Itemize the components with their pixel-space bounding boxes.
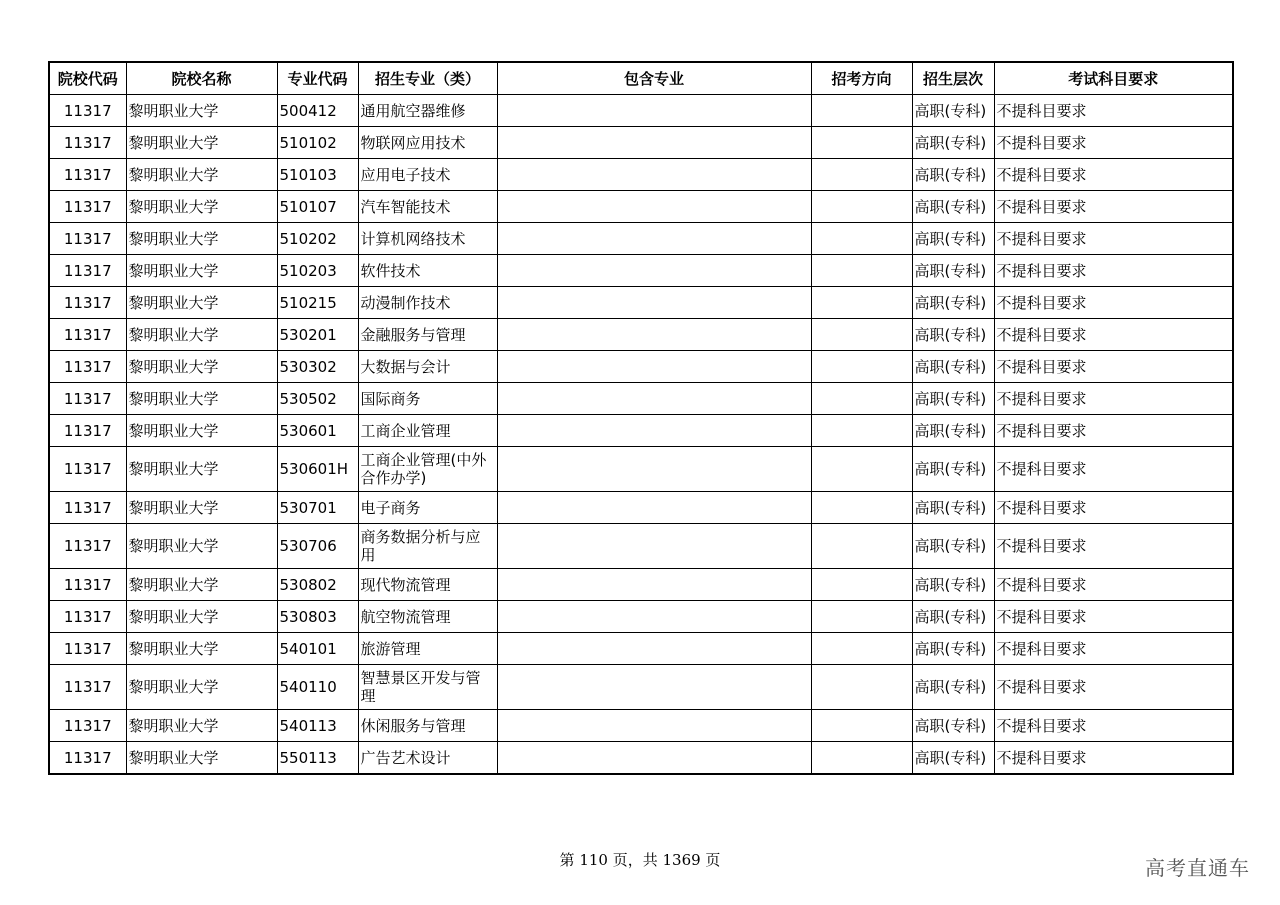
cell-major-code: 530601H: [277, 447, 358, 492]
cell-school-name: 黎明职业大学: [126, 710, 277, 742]
cell-included-majors: [497, 665, 811, 710]
cell-major: 广告艺术设计: [358, 742, 497, 775]
cell-level: 高职(专科): [912, 524, 994, 569]
cell-level: 高职(专科): [912, 191, 994, 223]
cell-requirement: 不提科目要求: [994, 415, 1233, 447]
cell-major: 汽车智能技术: [358, 191, 497, 223]
cell-requirement: 不提科目要求: [994, 383, 1233, 415]
cell-requirement: 不提科目要求: [994, 492, 1233, 524]
header-row: [49, 62, 1233, 95]
cell-level: 高职(专科): [912, 255, 994, 287]
cell-school-code: 11317: [49, 569, 126, 601]
cell-requirement: 不提科目要求: [994, 633, 1233, 665]
cell-school-code: 11317: [49, 383, 126, 415]
table-row: [49, 383, 1233, 415]
cell-included-majors: [497, 127, 811, 159]
cell-requirement: 不提科目要求: [994, 127, 1233, 159]
cell-school-name: 黎明职业大学: [126, 319, 277, 351]
cell-requirement: 不提科目要求: [994, 742, 1233, 775]
cell-school-name: 黎明职业大学: [126, 223, 277, 255]
cell-school-name: 黎明职业大学: [126, 569, 277, 601]
cell-included-majors: [497, 351, 811, 383]
cell-direction: [811, 319, 912, 351]
table-body: [49, 95, 1233, 775]
cell-major-code: 530601: [277, 415, 358, 447]
table-row: [49, 569, 1233, 601]
cell-level: 高职(专科): [912, 319, 994, 351]
cell-major: 大数据与会计: [358, 351, 497, 383]
cell-major: 通用航空器维修: [358, 95, 497, 127]
cell-school-name: 黎明职业大学: [126, 351, 277, 383]
table-row: [49, 319, 1233, 351]
page-number: 第 110 页，共 1369 页: [559, 851, 721, 869]
header-school-name: 院校名称: [126, 62, 277, 95]
cell-major-code: 530502: [277, 383, 358, 415]
cell-level: 高职(专科): [912, 710, 994, 742]
cell-direction: [811, 415, 912, 447]
cell-major: 动漫制作技术: [358, 287, 497, 319]
cell-included-majors: [497, 223, 811, 255]
cell-major: 应用电子技术: [358, 159, 497, 191]
cell-included-majors: [497, 287, 811, 319]
cell-direction: [811, 159, 912, 191]
cell-school-name: 黎明职业大学: [126, 742, 277, 775]
table-row: [49, 191, 1233, 223]
cell-school-name: 黎明职业大学: [126, 127, 277, 159]
cell-major-code: 530706: [277, 524, 358, 569]
cell-major: 软件技术: [358, 255, 497, 287]
cell-major-code: 540113: [277, 710, 358, 742]
cell-school-code: 11317: [49, 742, 126, 775]
cell-included-majors: [497, 319, 811, 351]
cell-school-code: 11317: [49, 319, 126, 351]
cell-school-code: 11317: [49, 223, 126, 255]
cell-level: 高职(专科): [912, 569, 994, 601]
cell-school-name: 黎明职业大学: [126, 665, 277, 710]
cell-included-majors: [497, 524, 811, 569]
table-row: [49, 287, 1233, 319]
cell-requirement: 不提科目要求: [994, 710, 1233, 742]
table-row: [49, 447, 1233, 492]
cell-included-majors: [497, 569, 811, 601]
cell-school-name: 黎明职业大学: [126, 95, 277, 127]
cell-school-code: 11317: [49, 191, 126, 223]
header-level: 招生层次: [912, 62, 994, 95]
cell-school-code: 11317: [49, 492, 126, 524]
table-row: [49, 159, 1233, 191]
cell-direction: [811, 665, 912, 710]
cell-major-code: 530802: [277, 569, 358, 601]
header-school-code: 院校代码: [49, 62, 126, 95]
cell-major-code: 510202: [277, 223, 358, 255]
cell-direction: [811, 633, 912, 665]
cell-major: 物联网应用技术: [358, 127, 497, 159]
cell-major: 商务数据分析与应用: [358, 524, 497, 569]
cell-direction: [811, 742, 912, 775]
cell-direction: [811, 351, 912, 383]
cell-school-code: 11317: [49, 159, 126, 191]
cell-school-name: 黎明职业大学: [126, 191, 277, 223]
cell-direction: [811, 569, 912, 601]
cell-school-code: 11317: [49, 255, 126, 287]
cell-level: 高职(专科): [912, 447, 994, 492]
cell-school-name: 黎明职业大学: [126, 415, 277, 447]
cell-direction: [811, 710, 912, 742]
cell-school-code: 11317: [49, 95, 126, 127]
cell-major-code: 530803: [277, 601, 358, 633]
cell-direction: [811, 447, 912, 492]
table-row: [49, 710, 1233, 742]
cell-level: 高职(专科): [912, 383, 994, 415]
cell-major: 现代物流管理: [358, 569, 497, 601]
cell-direction: [811, 191, 912, 223]
cell-school-name: 黎明职业大学: [126, 159, 277, 191]
cell-school-name: 黎明职业大学: [126, 492, 277, 524]
cell-school-code: 11317: [49, 351, 126, 383]
cell-requirement: 不提科目要求: [994, 319, 1233, 351]
table-row: [49, 633, 1233, 665]
table-row: [49, 665, 1233, 710]
table-row: [49, 351, 1233, 383]
cell-included-majors: [497, 191, 811, 223]
cell-school-code: 11317: [49, 127, 126, 159]
cell-included-majors: [497, 601, 811, 633]
cell-level: 高职(专科): [912, 223, 994, 255]
cell-school-name: 黎明职业大学: [126, 601, 277, 633]
cell-major: 智慧景区开发与管理: [358, 665, 497, 710]
cell-school-code: 11317: [49, 524, 126, 569]
cell-included-majors: [497, 742, 811, 775]
cell-requirement: 不提科目要求: [994, 665, 1233, 710]
cell-direction: [811, 524, 912, 569]
cell-school-code: 11317: [49, 710, 126, 742]
cell-major-code: 510103: [277, 159, 358, 191]
cell-school-code: 11317: [49, 287, 126, 319]
header-requirement: 考试科目要求: [994, 62, 1233, 95]
cell-major: 计算机网络技术: [358, 223, 497, 255]
cell-level: 高职(专科): [912, 351, 994, 383]
cell-requirement: 不提科目要求: [994, 447, 1233, 492]
cell-major-code: 510102: [277, 127, 358, 159]
cell-school-name: 黎明职业大学: [126, 383, 277, 415]
cell-major-code: 530201: [277, 319, 358, 351]
cell-major-code: 550113: [277, 742, 358, 775]
cell-requirement: 不提科目要求: [994, 255, 1233, 287]
header-major-code: 专业代码: [277, 62, 358, 95]
cell-school-name: 黎明职业大学: [126, 287, 277, 319]
cell-major-code: 510203: [277, 255, 358, 287]
cell-major: 旅游管理: [358, 633, 497, 665]
table-row: [49, 415, 1233, 447]
cell-direction: [811, 95, 912, 127]
table-row: [49, 524, 1233, 569]
cell-included-majors: [497, 95, 811, 127]
cell-level: 高职(专科): [912, 742, 994, 775]
cell-included-majors: [497, 710, 811, 742]
cell-level: 高职(专科): [912, 127, 994, 159]
cell-direction: [811, 287, 912, 319]
cell-major-code: 540101: [277, 633, 358, 665]
cell-major: 电子商务: [358, 492, 497, 524]
cell-major: 休闲服务与管理: [358, 710, 497, 742]
cell-level: 高职(专科): [912, 95, 994, 127]
cell-major-code: 530701: [277, 492, 358, 524]
cell-direction: [811, 601, 912, 633]
cell-major: 金融服务与管理: [358, 319, 497, 351]
cell-requirement: 不提科目要求: [994, 191, 1233, 223]
cell-direction: [811, 127, 912, 159]
cell-major: 工商企业管理: [358, 415, 497, 447]
cell-direction: [811, 255, 912, 287]
header-major: 招生专业（类）: [358, 62, 497, 95]
cell-included-majors: [497, 159, 811, 191]
cell-requirement: 不提科目要求: [994, 351, 1233, 383]
header-included-majors: 包含专业: [497, 62, 811, 95]
cell-major-code: 540110: [277, 665, 358, 710]
cell-included-majors: [497, 415, 811, 447]
cell-level: 高职(专科): [912, 492, 994, 524]
cell-requirement: 不提科目要求: [994, 287, 1233, 319]
cell-major-code: 510215: [277, 287, 358, 319]
table-row: [49, 223, 1233, 255]
cell-included-majors: [497, 633, 811, 665]
table-row: [49, 601, 1233, 633]
cell-major-code: 530302: [277, 351, 358, 383]
cell-included-majors: [497, 447, 811, 492]
cell-level: 高职(专科): [912, 415, 994, 447]
cell-school-code: 11317: [49, 633, 126, 665]
cell-major-code: 510107: [277, 191, 358, 223]
cell-included-majors: [497, 492, 811, 524]
cell-included-majors: [497, 383, 811, 415]
cell-requirement: 不提科目要求: [994, 601, 1233, 633]
table-row: [49, 742, 1233, 775]
table-row: [49, 492, 1233, 524]
cell-requirement: 不提科目要求: [994, 524, 1233, 569]
cell-major: 国际商务: [358, 383, 497, 415]
cell-major-code: 500412: [277, 95, 358, 127]
cell-school-code: 11317: [49, 601, 126, 633]
cell-level: 高职(专科): [912, 159, 994, 191]
cell-direction: [811, 223, 912, 255]
cell-level: 高职(专科): [912, 633, 994, 665]
cell-level: 高职(专科): [912, 287, 994, 319]
cell-direction: [811, 492, 912, 524]
cell-school-name: 黎明职业大学: [126, 447, 277, 492]
cell-school-code: 11317: [49, 415, 126, 447]
table-row: [49, 127, 1233, 159]
cell-level: 高职(专科): [912, 665, 994, 710]
header-direction: 招考方向: [811, 62, 912, 95]
cell-school-name: 黎明职业大学: [126, 524, 277, 569]
watermark: 高考直通车: [1145, 856, 1250, 880]
table-row: [49, 255, 1233, 287]
cell-requirement: 不提科目要求: [994, 95, 1233, 127]
cell-school-code: 11317: [49, 447, 126, 492]
cell-requirement: 不提科目要求: [994, 223, 1233, 255]
cell-direction: [811, 383, 912, 415]
admissions-table: [48, 61, 1234, 775]
table-row: [49, 95, 1233, 127]
cell-level: 高职(专科): [912, 601, 994, 633]
cell-school-name: 黎明职业大学: [126, 255, 277, 287]
cell-included-majors: [497, 255, 811, 287]
cell-requirement: 不提科目要求: [994, 159, 1233, 191]
cell-school-name: 黎明职业大学: [126, 633, 277, 665]
cell-requirement: 不提科目要求: [994, 569, 1233, 601]
cell-school-code: 11317: [49, 665, 126, 710]
cell-major: 工商企业管理(中外合作办学): [358, 447, 497, 492]
cell-major: 航空物流管理: [358, 601, 497, 633]
